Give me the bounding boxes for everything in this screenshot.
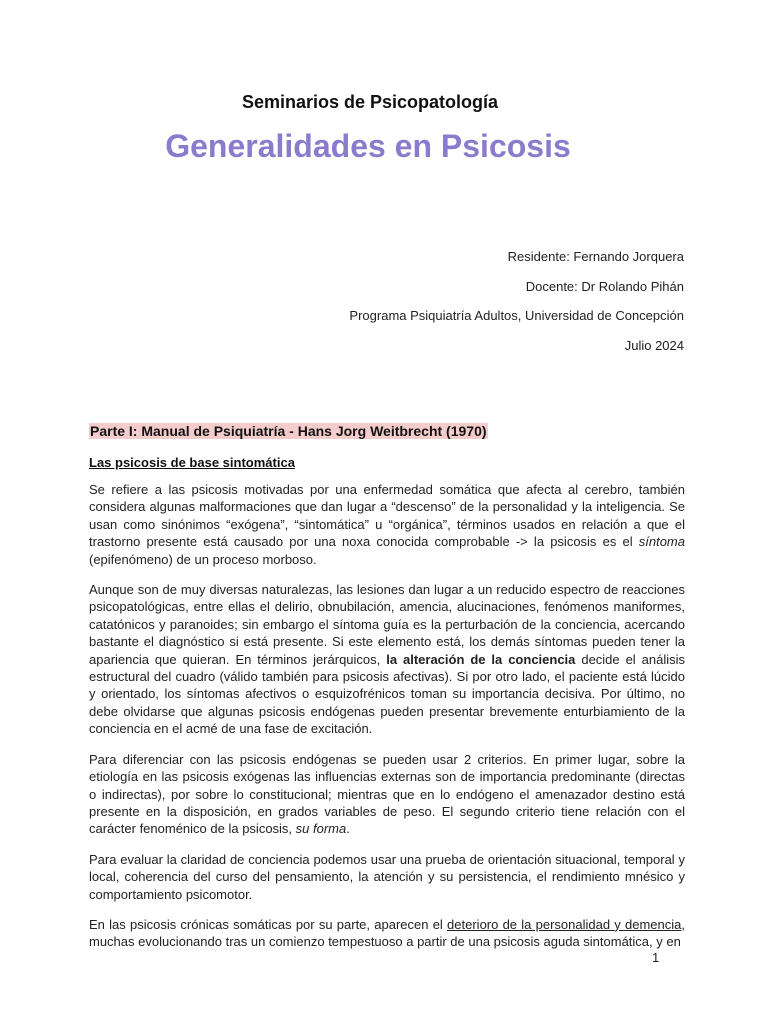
paragraph-5-underlined: deterioro de la personalidad y demencia [447,916,682,932]
part-heading: Parte I: Manual de Psiquiatría - Hans Jorg Weitbrecht (1970) [90,423,487,439]
paragraph-2-bold: la alteración de la conciencia [386,651,576,667]
paragraph-5-text: En las psicosis crónicas somáticas por su parte, aparecen el [89,916,448,932]
page-number: 1 [652,950,660,965]
body-text [89,481,685,964]
paragraph-4-text: Para evaluar la claridad de conciencia podemos usar una prueba de orientación situacional, temporal y local, coherencia del curso del pensamiento, la atención y su persistencia, el rendimiento mnésico y comportamiento psicomotor. [89,851,685,902]
paragraph-1 [89,481,685,568]
series-title: Seminarios de Psicopatología [241,92,499,112]
paragraph-4 [89,851,685,903]
paragraph-3-text: Para diferenciar con las psicosis endógenas se pueden usar 2 criterios. En primer lugar, sobre la etiología en las psicosis exógenas las influencias externas son de importancia predominante (directas o indirectas), por sobre lo constitucional; mientras que en lo endógeno el amenazador destino está presente en la disposición, en grados variables de peso. El segundo criterio tiene relación con el carácter fenoménico de la psicosis, [89,751,685,837]
paragraph-2-text: Aunque son de muy diversas naturalezas, las lesiones dan lugar a un reducido espectro de reacciones psicopatológicas, entre ellas el delirio, obnubilación, amencia, alucinaciones, fenómenos maniformes, catatónicos y paranoides; sin embargo el síntoma guía es la perturbación de la conciencia, acercando bastante el diagnóstico si está presente. Si este elemento está, los demás síntomas pueden tener la apariencia que quieran. En términos jerárquicos, [89,582,685,667]
paragraph-5 [89,916,685,951]
paragraph-1-text: Se refiere a las psicosis motivadas por una enfermedad somática que afecta al cerebro, también considera algunas malformaciones que dan lugar a “descenso” de la personalidad y la inteligencia. Se usan como sinónimos “exógena”, “sintomática” u “orgánica”, términos usados en relación a que el trastorno presente está causado por una noxa conocida comprobable -> la psicosis es el [89,482,685,550]
section-heading: Las psicosis de base sintomática [89,455,295,470]
paragraph-3-italic: su forma [295,821,347,837]
paragraph-2-text-end: decide el análisis estructural del cuadro (válido también para psicosis afectivas). Si por otro lado, el paciente está lúcido y orientado, los síntomas afectivos o esquizofrénicos toman su importancia decisiva. Por último, no debe olvidarse que algunas psicosis endógenas pueden presentar brevemente enturbiamiento de la conciencia en el acmé de una fase de excitación. [89,651,685,737]
resident-line: Residente: Fernando Jorquera [507,249,684,264]
document-title: Generalidades en Psicosis [165,128,571,164]
paragraph-5-text-end: , muchas evolucionando tras un comienzo tempestuoso a partir de una psicosis aguda sintomática, y en [89,916,686,950]
paragraph-3-text-end: . [346,821,350,837]
paragraph-1-text-end: (epifenómeno) de un proceso morboso. [89,551,317,567]
date-line: Julio 2024 [624,338,684,353]
paragraph-2 [89,581,685,738]
paragraph-3 [89,751,685,838]
paragraph-1-italic: síntoma [638,534,685,550]
teacher-line: Docente: Dr Rolando Pihán [525,279,684,294]
program-line: Programa Psiquiatría Adultos, Universidad de Concepción [349,308,684,323]
